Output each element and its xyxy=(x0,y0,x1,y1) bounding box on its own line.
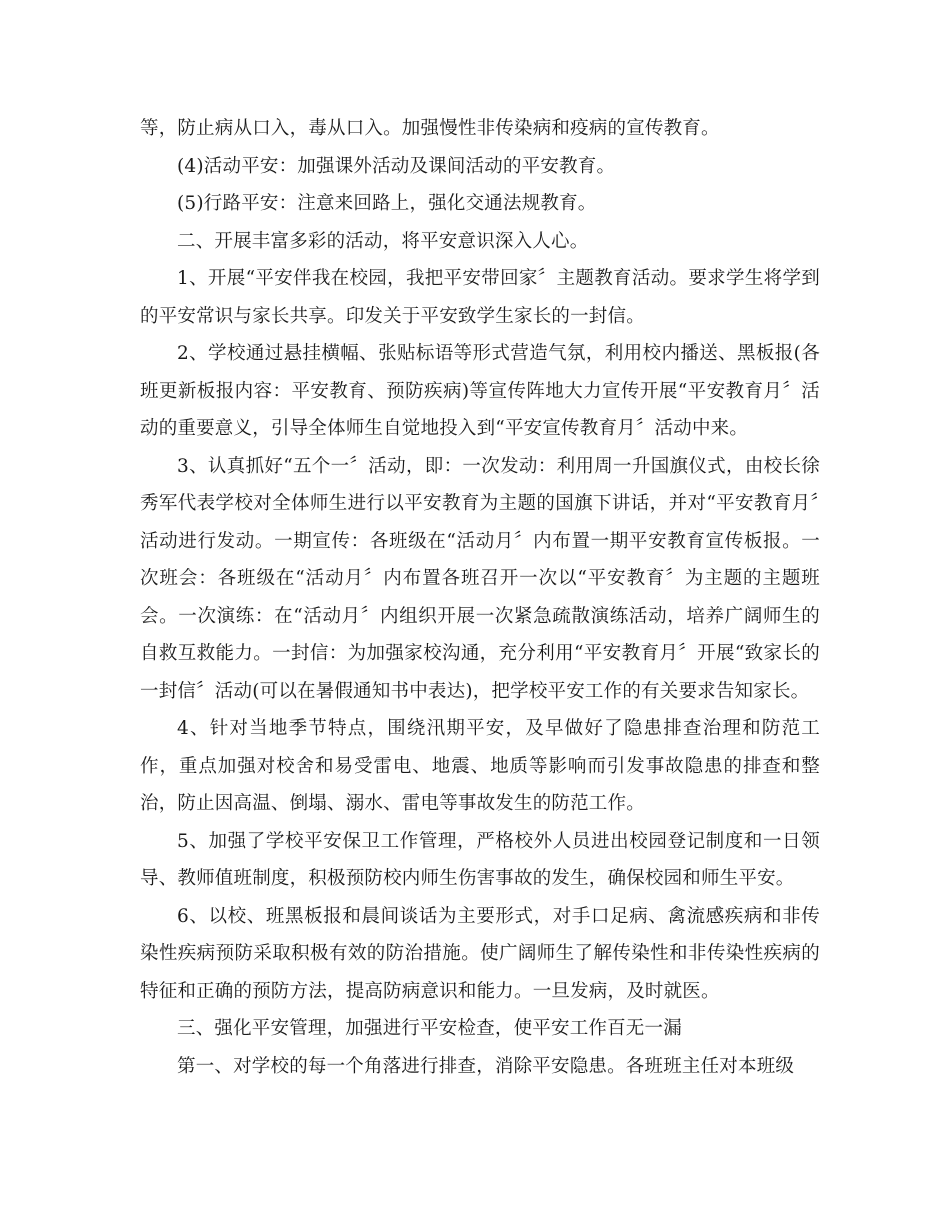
section-heading-3: 三、强化平安管理，加强进行平安检查，使平安工作百无一漏 xyxy=(177,1018,682,1039)
paragraph-item-4: 4、针对当地季节特点，围绕汛期平安，及早做好了隐患排查治理和防范工作，重点加强对校舍和易受雷电、地震、地质等影响而引发事故隐患的排查和整治，防止因高温、倒塌、溺水、雷电等事故发生的防范工作。 xyxy=(140,718,820,814)
paragraph-item-6: 6、以校、班黑板报和晨间谈话为主要形式，对手口足病、禽流感疾病和非传染性疾病预防采取积极有效的防治措施。使广阔师生了解传染性和非传染性疾病的特征和正确的预防方法，提高防病意识和能力。一旦发病，及时就医。 xyxy=(140,905,820,1002)
paragraph-item-5: 5、加强了学校平安保卫工作管理，严格校外人员进出校园登记制度和一日领导、教师值班制度，积极预防校内师生伤害事故的发生，确保校园和师生平安。 xyxy=(140,830,820,889)
paragraph-activity-safety: (4)活动平安：加强课外活动及课间活动的平安教育。 xyxy=(177,155,616,177)
paragraph-first-point: 第一、对学校的每一个角落进行排查，消除平安隐患。各班班主任对本班级 xyxy=(177,1055,795,1077)
document-body xyxy=(140,110,820,1085)
paragraph-road-safety: (5)行路平安：注意来回路上，强化交通法规教育。 xyxy=(177,193,597,214)
paragraph-item-1: 1、开展“平安伴我在校园，我把平安带回家〞主题教育活动。要求学生将学到的平安常识与家长共享。印发关于平安致学生家长的一封信。 xyxy=(140,268,820,327)
section-heading-2: 二、开展丰富多彩的活动，将平安意识深入人心。 xyxy=(177,230,589,252)
paragraph-item-3: 3、认真抓好“五个一〞活动，即：一次发动：利用周一升国旗仪式，由校长徐秀军代表学校对全体师生进行以平安教育为主题的国旗下讲话，并对“平安教育月〞活动进行发动。一期宣传：各班级在“活动月〞内布置一期平安教育宣传板报。一次班会：各班级在“活动月〞内布置各班召开一次以“平安教育〞为主题的主题班会。一次演练：在“活动月〞内组织开展一次紧急疏散演练活动，培养广阔师生的自救互救能力。一封信：为加强家校沟通，充分利用“平安教育月〞开展“致家长的一封信〞活动(可以在暑假通知书中表达)，把学校平安工作的有关要求告知家长。 xyxy=(140,455,820,702)
paragraph-continuation: 等，防止病从口入，毒从口入。加强慢性非传染病和疫病的宣传教育。 xyxy=(140,118,720,139)
paragraph-item-2: 2、学校通过悬挂横幅、张贴标语等形式营造气氛，利用校内播送、黑板报(各班更新板报内容：平安教育、预防疾病)等宣传阵地大力宣传开展“平安教育月〞活动的重要意义，引导全体师生自觉地投入到“平安宣传教育月〞活动中来。 xyxy=(140,343,820,439)
